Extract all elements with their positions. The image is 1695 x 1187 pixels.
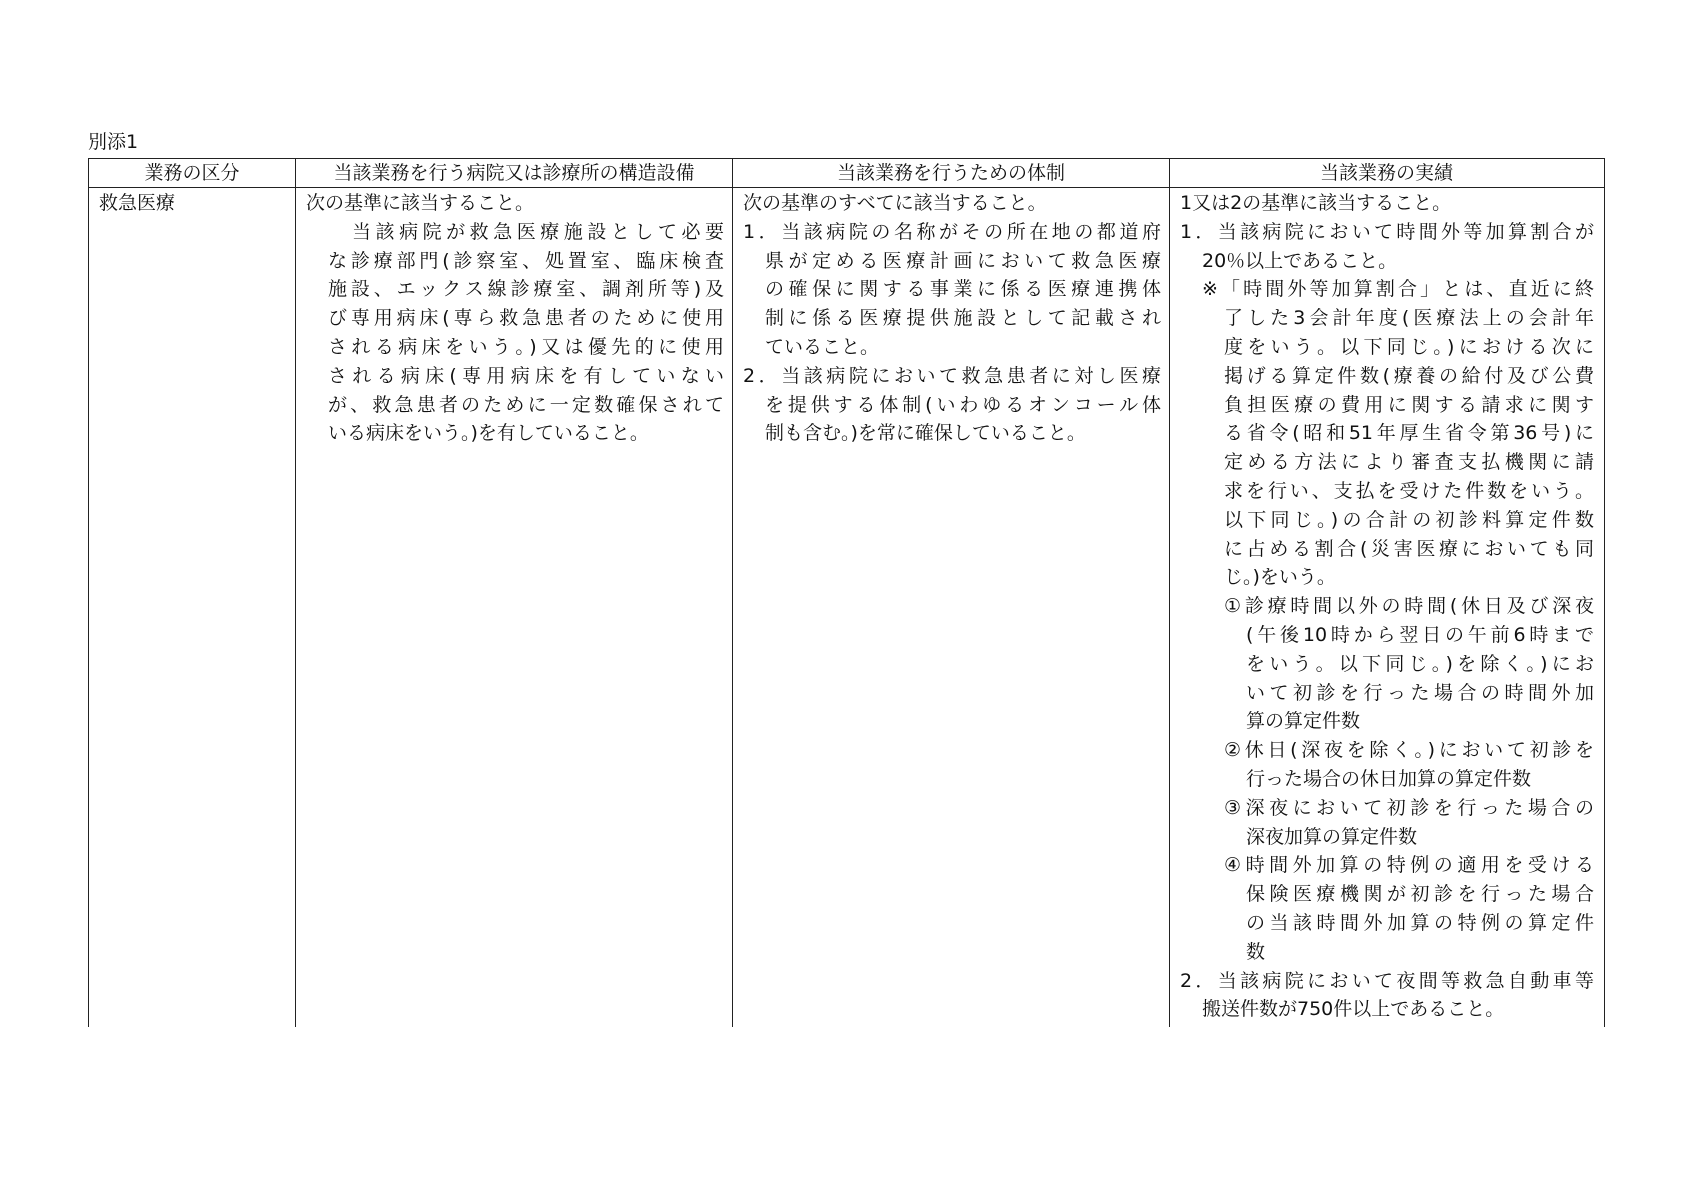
results-note-line: に占める割合(災害医療においても同 bbox=[1224, 537, 1594, 560]
results-line: 20％以上であること。 bbox=[1202, 249, 1398, 272]
results-subitem-line: 数 bbox=[1246, 940, 1266, 963]
results-subitem-line: (午後10時から翌日の午前6時まで bbox=[1246, 623, 1594, 646]
results-line: 1．当該病院において時間外等加算割合が bbox=[1180, 220, 1594, 243]
system-line: の確保に関する事業に係る医療連携体 bbox=[765, 278, 1161, 301]
structure-line: いる病床をいう。)を有していること。 bbox=[328, 422, 649, 445]
results-subitem-line: 深夜加算の算定件数 bbox=[1246, 825, 1418, 848]
results-subitem-line: いて初診を行った場合の時間外加 bbox=[1246, 681, 1594, 704]
structure-line: が、救急患者のために一定数確保されて bbox=[328, 393, 724, 416]
structure-line: 施設、エックス線診療室、調剤所等)及 bbox=[328, 278, 724, 301]
results-subitem-line: ①診療時間以外の時間(休日及び深夜 bbox=[1224, 595, 1594, 618]
results-line: 搬送件数が750件以上であること。 bbox=[1202, 998, 1505, 1021]
system-line: を提供する体制(いわゆるオンコール体 bbox=[765, 393, 1161, 416]
results-intro: 1又は2の基準に該当すること。 bbox=[1180, 192, 1452, 214]
table-header-row bbox=[89, 159, 1604, 188]
header-structure: 当該業務を行う病院又は診療所の構造設備 bbox=[333, 162, 695, 184]
structure-line: される病床(専用病床を有していない bbox=[328, 364, 724, 387]
category-label: 救急医療 bbox=[99, 192, 176, 214]
system-line: 県が定める医療計画において救急医療 bbox=[765, 249, 1161, 272]
column-divider bbox=[295, 159, 296, 1027]
system-line: 2．当該病院において救急患者に対し医療 bbox=[743, 364, 1161, 387]
results-note-line: 了した3会計年度(医療法上の会計年 bbox=[1224, 307, 1594, 330]
structure-line: び専用病床(専ら救急患者のために使用 bbox=[328, 307, 724, 330]
attachment-label: 別添1 bbox=[88, 131, 139, 153]
column-divider bbox=[1169, 159, 1170, 1027]
results-line: 2．当該病院において夜間等救急自動車等 bbox=[1180, 969, 1594, 992]
structure-cell bbox=[306, 189, 724, 448]
results-subitem-line: ③深夜において初診を行った場合の bbox=[1224, 796, 1594, 819]
results-subitem-line: 行った場合の休日加算の算定件数 bbox=[1246, 767, 1532, 790]
system-line: 制に係る医療提供施設として記載され bbox=[765, 307, 1161, 330]
results-subitem-line: ④時間外加算の特例の適用を受ける bbox=[1224, 854, 1594, 877]
results-note-line: 度をいう。以下同じ。)における次に bbox=[1224, 335, 1594, 358]
system-intro: 次の基準のすべてに該当すること。 bbox=[743, 192, 1047, 214]
results-cell bbox=[1180, 189, 1594, 1024]
results-subitem-line: 保険医療機関が初診を行った場合 bbox=[1246, 883, 1594, 906]
results-note-line: 求を行い、支払を受けた件数をいう。 bbox=[1224, 479, 1594, 502]
system-line: 1．当該病院の名称がその所在地の都道府 bbox=[743, 220, 1161, 243]
system-cell bbox=[743, 189, 1161, 448]
results-note-line: ※「時間外等加算割合」とは、直近に終 bbox=[1202, 278, 1594, 301]
criteria-table bbox=[88, 158, 1605, 1027]
header-system: 当該業務を行うための体制 bbox=[836, 162, 1065, 184]
results-subitem-line: 算の算定件数 bbox=[1246, 710, 1361, 733]
results-subitem-line: の当該時間外加算の特例の算定件 bbox=[1246, 911, 1594, 934]
category-cell bbox=[89, 189, 293, 218]
results-note-line: 負担医療の費用に関する請求に関す bbox=[1224, 393, 1594, 416]
results-note-line: 定める方法により審査支払機関に請 bbox=[1224, 451, 1594, 474]
column-divider bbox=[732, 159, 733, 1027]
structure-intro: 次の基準に該当すること。 bbox=[306, 192, 535, 214]
results-subitem-line: をいう。以下同じ。)を除く。)にお bbox=[1246, 652, 1594, 675]
header-category: 業務の区分 bbox=[144, 162, 240, 184]
structure-line: 当該病院が救急医療施設として必要 bbox=[352, 220, 724, 243]
results-note-line: 掲げる算定件数(療養の給付及び公費 bbox=[1224, 364, 1594, 387]
results-note-line: る省令(昭和51年厚生省令第36号)に bbox=[1224, 422, 1594, 445]
header-results: 当該業務の実績 bbox=[1319, 162, 1453, 184]
system-line: ていること。 bbox=[765, 335, 880, 358]
structure-line: される病床をいう。)又は優先的に使用 bbox=[328, 335, 724, 358]
structure-line: な診療部門(診察室、処置室、臨床検査 bbox=[328, 249, 724, 272]
results-subitem-line: ②休日(深夜を除く。)において初診を bbox=[1224, 739, 1594, 762]
results-note-line: 以下同じ。)の合計の初診料算定件数 bbox=[1224, 508, 1594, 531]
system-line: 制も含む。)を常に確保していること。 bbox=[765, 422, 1086, 445]
results-note-line: じ。)をいう。 bbox=[1224, 566, 1336, 589]
